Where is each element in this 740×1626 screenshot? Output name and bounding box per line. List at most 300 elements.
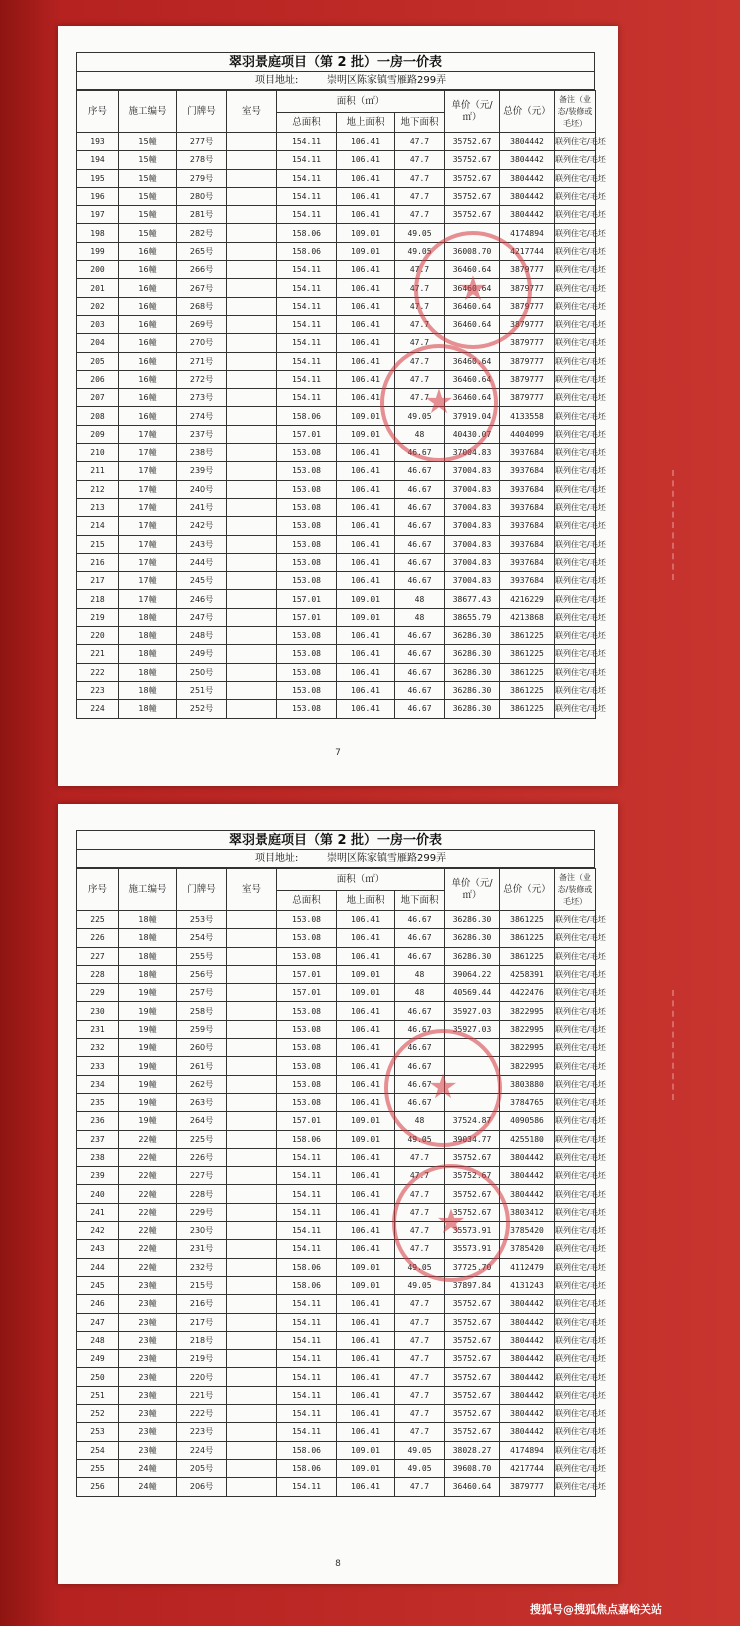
header-unit-price: 单价（元/㎡） (445, 869, 500, 911)
cell-room (227, 1331, 277, 1349)
cell-seq: 202 (77, 297, 119, 315)
cell-unit-price: 35752.67 (445, 1185, 500, 1203)
header-seq: 序号 (77, 91, 119, 133)
cell-building: 16幢 (119, 352, 177, 370)
cell-below-area: 46.67 (395, 462, 445, 480)
cell-total-price: 3861225 (500, 627, 555, 645)
cell-room (227, 663, 277, 681)
cell-unit-price: 37524.87 (445, 1112, 500, 1130)
cell-unit-price: 37725.70 (445, 1258, 500, 1276)
cell-total-price: 3937684 (500, 535, 555, 553)
table-row (77, 297, 596, 315)
cell-above-area: 106.41 (337, 1350, 395, 1368)
cell-total-area: 154.11 (277, 389, 337, 407)
address-row (76, 850, 595, 868)
cell-below-area: 46.67 (395, 1020, 445, 1038)
cell-below-area: 49.05 (395, 1459, 445, 1477)
cell-total-price: 3804442 (500, 1350, 555, 1368)
cell-room (227, 1441, 277, 1459)
cell-remark: 联列住宅/毛坯 (555, 1222, 596, 1240)
table-row (77, 425, 596, 443)
cell-below-area: 47.7 (395, 279, 445, 297)
cell-unit-price: 35752.67 (445, 1350, 500, 1368)
cell-total-area: 154.11 (277, 1405, 337, 1423)
cell-door: 224号 (177, 1441, 227, 1459)
cell-unit-price: 36460.64 (445, 297, 500, 315)
cell-above-area: 106.41 (337, 389, 395, 407)
cell-above-area: 106.41 (337, 700, 395, 718)
cell-unit-price: 35752.67 (445, 1313, 500, 1331)
cell-building: 16幢 (119, 334, 177, 352)
address-value: 崇明区陈家镇雪雁路299弄 (327, 853, 447, 864)
cell-room (227, 480, 277, 498)
cell-total-price: 3804442 (500, 1295, 555, 1313)
cell-total-area: 154.11 (277, 1222, 337, 1240)
table-row (77, 242, 596, 260)
cell-above-area: 106.41 (337, 1185, 395, 1203)
cell-total-area: 154.11 (277, 1350, 337, 1368)
cell-seq: 226 (77, 929, 119, 947)
cell-total-area: 153.08 (277, 1093, 337, 1111)
cell-above-area: 106.41 (337, 517, 395, 535)
cell-below-area: 47.7 (395, 389, 445, 407)
cell-room (227, 1039, 277, 1057)
cell-room (227, 279, 277, 297)
cell-below-area: 46.67 (395, 663, 445, 681)
cell-below-area: 46.67 (395, 929, 445, 947)
cell-seq: 256 (77, 1478, 119, 1496)
cell-room (227, 627, 277, 645)
cell-remark: 联列住宅/毛坯 (555, 965, 596, 983)
header-remark: 备注（业态/装修或毛坯） (555, 91, 596, 133)
cell-seq: 211 (77, 462, 119, 480)
cell-total-price: 3822995 (500, 1002, 555, 1020)
cell-seq: 243 (77, 1240, 119, 1258)
cell-building: 23幢 (119, 1313, 177, 1331)
cell-room (227, 1112, 277, 1130)
cell-below-area: 47.7 (395, 1240, 445, 1258)
cell-below-area: 49.05 (395, 1258, 445, 1276)
table-row (77, 590, 596, 608)
cell-above-area: 106.41 (337, 681, 395, 699)
table-row (77, 261, 596, 279)
cell-total-area: 154.11 (277, 279, 337, 297)
cell-door: 254号 (177, 929, 227, 947)
cell-total-area: 153.08 (277, 480, 337, 498)
cell-seq: 199 (77, 242, 119, 260)
cell-below-area: 47.7 (395, 1331, 445, 1349)
cell-remark: 联列住宅/毛坯 (555, 590, 596, 608)
cell-seq: 214 (77, 517, 119, 535)
cell-below-area: 46.67 (395, 700, 445, 718)
cell-room (227, 590, 277, 608)
cell-unit-price: 36008.70 (445, 242, 500, 260)
cell-room (227, 1240, 277, 1258)
cell-building: 19幢 (119, 1002, 177, 1020)
cell-unit-price (445, 334, 500, 352)
cell-room (227, 315, 277, 333)
cell-building: 18幢 (119, 681, 177, 699)
cell-total-area: 157.01 (277, 608, 337, 626)
header-building: 施工编号 (119, 869, 177, 911)
cell-above-area: 106.41 (337, 334, 395, 352)
cell-room (227, 1405, 277, 1423)
cell-total-area: 154.11 (277, 1423, 337, 1441)
cell-seq: 231 (77, 1020, 119, 1038)
cell-building: 18幢 (119, 965, 177, 983)
cell-seq: 224 (77, 700, 119, 718)
cell-room (227, 370, 277, 388)
cell-below-area: 47.7 (395, 1185, 445, 1203)
cell-room (227, 965, 277, 983)
table-title: 翠羽景庭项目（第 2 批）一房一价表 (76, 830, 595, 850)
cell-door: 232号 (177, 1258, 227, 1276)
cell-remark: 联列住宅/毛坯 (555, 334, 596, 352)
cell-remark: 联列住宅/毛坯 (555, 297, 596, 315)
cell-above-area: 106.41 (337, 151, 395, 169)
cell-building: 19幢 (119, 984, 177, 1002)
table-row (77, 1350, 596, 1368)
cell-total-price: 4174894 (500, 1441, 555, 1459)
cell-door: 255号 (177, 947, 227, 965)
cell-unit-price: 35752.67 (445, 1148, 500, 1166)
cell-total-price: 3879777 (500, 370, 555, 388)
cell-total-price: 4174894 (500, 224, 555, 242)
cell-door: 249号 (177, 645, 227, 663)
cell-below-area: 47.7 (395, 352, 445, 370)
table-row (77, 1112, 596, 1130)
cell-total-price: 3804442 (500, 1167, 555, 1185)
cell-building: 19幢 (119, 1020, 177, 1038)
cell-room (227, 1386, 277, 1404)
cell-remark: 联列住宅/毛坯 (555, 1075, 596, 1093)
cell-remark: 联列住宅/毛坯 (555, 1112, 596, 1130)
cell-door: 253号 (177, 911, 227, 929)
cell-unit-price: 35752.67 (445, 1331, 500, 1349)
cell-building: 19幢 (119, 1039, 177, 1057)
cell-below-area: 47.7 (395, 297, 445, 315)
cell-door: 237号 (177, 425, 227, 443)
cell-remark: 联列住宅/毛坯 (555, 984, 596, 1002)
cell-above-area: 106.41 (337, 462, 395, 480)
cell-total-area: 154.11 (277, 1240, 337, 1258)
cell-above-area: 106.41 (337, 480, 395, 498)
cell-unit-price: 36286.30 (445, 627, 500, 645)
cell-total-area: 154.11 (277, 169, 337, 187)
cell-door: 282号 (177, 224, 227, 242)
cell-room (227, 151, 277, 169)
cell-below-area: 46.67 (395, 553, 445, 571)
cell-door: 219号 (177, 1350, 227, 1368)
cell-room (227, 334, 277, 352)
cell-below-area: 47.7 (395, 334, 445, 352)
cell-unit-price: 40569.44 (445, 984, 500, 1002)
cell-above-area: 106.41 (337, 645, 395, 663)
table-row (77, 627, 596, 645)
cell-above-area: 106.41 (337, 947, 395, 965)
header-door: 门牌号 (177, 91, 227, 133)
cell-remark: 联列住宅/毛坯 (555, 663, 596, 681)
price-table (76, 868, 606, 1497)
cell-above-area: 109.01 (337, 407, 395, 425)
cell-door: 274号 (177, 407, 227, 425)
cell-total-price: 3861225 (500, 681, 555, 699)
cell-total-price: 3804442 (500, 1313, 555, 1331)
cell-seq: 215 (77, 535, 119, 553)
cell-room (227, 1295, 277, 1313)
cell-remark: 联列住宅/毛坯 (555, 1130, 596, 1148)
cell-unit-price: 36460.64 (445, 352, 500, 370)
cell-seq: 197 (77, 206, 119, 224)
cell-door: 223号 (177, 1423, 227, 1441)
cell-total-price: 3879777 (500, 279, 555, 297)
cell-door: 243号 (177, 535, 227, 553)
cell-door: 205号 (177, 1459, 227, 1477)
header-remark: 备注（业态/装修或毛坯） (555, 869, 596, 911)
cell-seq: 213 (77, 498, 119, 516)
cell-seq: 205 (77, 352, 119, 370)
cell-seq: 245 (77, 1276, 119, 1294)
cell-total-price: 3879777 (500, 1478, 555, 1496)
cell-seq: 250 (77, 1368, 119, 1386)
cell-building: 17幢 (119, 590, 177, 608)
cell-door: 261号 (177, 1057, 227, 1075)
cell-seq: 236 (77, 1112, 119, 1130)
table-row (77, 407, 596, 425)
cell-seq: 244 (77, 1258, 119, 1276)
table-row (77, 1075, 596, 1093)
cell-seq: 207 (77, 389, 119, 407)
header-total-price: 总价（元） (500, 869, 555, 911)
cell-seq: 198 (77, 224, 119, 242)
header-below-area: 地下面积 (395, 891, 445, 911)
cell-total-price: 3937684 (500, 444, 555, 462)
table-body (77, 133, 606, 719)
cell-total-area: 154.11 (277, 334, 337, 352)
cell-seq: 239 (77, 1167, 119, 1185)
cell-seq: 234 (77, 1075, 119, 1093)
cell-seq: 194 (77, 151, 119, 169)
cell-total-price: 3861225 (500, 663, 555, 681)
cell-below-area: 48 (395, 965, 445, 983)
cell-building: 17幢 (119, 535, 177, 553)
cell-building: 22幢 (119, 1130, 177, 1148)
address-label: 项目地址: (255, 853, 299, 864)
table-row (77, 535, 596, 553)
cell-unit-price: 37004.83 (445, 480, 500, 498)
cell-building: 22幢 (119, 1258, 177, 1276)
cell-above-area: 106.41 (337, 1386, 395, 1404)
cell-door: 240号 (177, 480, 227, 498)
cell-total-area: 154.11 (277, 151, 337, 169)
cell-door: 252号 (177, 700, 227, 718)
cell-total-area: 157.01 (277, 1112, 337, 1130)
cell-remark: 联列住宅/毛坯 (555, 407, 596, 425)
cell-total-area: 153.08 (277, 517, 337, 535)
cell-below-area: 47.7 (395, 1405, 445, 1423)
cell-above-area: 106.41 (337, 444, 395, 462)
cell-above-area: 106.41 (337, 1057, 395, 1075)
cell-remark: 联列住宅/毛坯 (555, 1039, 596, 1057)
cell-total-price: 3937684 (500, 572, 555, 590)
cell-above-area: 106.41 (337, 553, 395, 571)
cell-above-area: 106.41 (337, 1423, 395, 1441)
cell-unit-price: 35752.67 (445, 1368, 500, 1386)
page-number: 8 (335, 1559, 341, 1569)
cell-total-price: 3879777 (500, 297, 555, 315)
cell-above-area: 106.41 (337, 1148, 395, 1166)
cell-unit-price: 37004.83 (445, 553, 500, 571)
table-row (77, 1386, 596, 1404)
table-row (77, 1368, 596, 1386)
cell-below-area: 47.7 (395, 1423, 445, 1441)
cell-total-price: 3861225 (500, 929, 555, 947)
cell-total-area: 157.01 (277, 965, 337, 983)
cell-remark: 联列住宅/毛坯 (555, 425, 596, 443)
cell-door: 227号 (177, 1167, 227, 1185)
cell-total-area: 154.11 (277, 187, 337, 205)
cell-total-price: 3822995 (500, 1039, 555, 1057)
cell-door: 206号 (177, 1478, 227, 1496)
cell-total-price: 3937684 (500, 498, 555, 516)
cell-remark: 联列住宅/毛坯 (555, 206, 596, 224)
header-seq: 序号 (77, 869, 119, 911)
cell-building: 16幢 (119, 407, 177, 425)
cell-below-area: 47.7 (395, 1167, 445, 1185)
cell-above-area: 106.41 (337, 1405, 395, 1423)
cell-remark: 联列住宅/毛坯 (555, 517, 596, 535)
table-row (77, 169, 596, 187)
cell-seq: 208 (77, 407, 119, 425)
cell-building: 17幢 (119, 553, 177, 571)
cell-total-price: 4133558 (500, 407, 555, 425)
cell-door: 239号 (177, 462, 227, 480)
cell-below-area: 48 (395, 425, 445, 443)
cell-total-price: 4422476 (500, 984, 555, 1002)
cell-remark: 联列住宅/毛坯 (555, 242, 596, 260)
cell-remark: 联列住宅/毛坯 (555, 1020, 596, 1038)
cell-remark: 联列住宅/毛坯 (555, 1185, 596, 1203)
cell-above-area: 106.41 (337, 1295, 395, 1313)
cell-below-area: 46.67 (395, 645, 445, 663)
cell-remark: 联列住宅/毛坯 (555, 1331, 596, 1349)
table-row (77, 517, 596, 535)
cell-below-area: 48 (395, 1112, 445, 1130)
cell-below-area: 49.05 (395, 242, 445, 260)
cell-remark: 联列住宅/毛坯 (555, 947, 596, 965)
cell-total-area: 158.06 (277, 242, 337, 260)
cell-room (227, 206, 277, 224)
cell-seq: 247 (77, 1313, 119, 1331)
cell-remark: 联列住宅/毛坯 (555, 1459, 596, 1477)
table-row (77, 1295, 596, 1313)
cell-door: 217号 (177, 1313, 227, 1331)
cell-building: 23幢 (119, 1295, 177, 1313)
cell-below-area: 47.7 (395, 1203, 445, 1221)
cell-room (227, 1222, 277, 1240)
cell-above-area: 109.01 (337, 1276, 395, 1294)
cell-unit-price: 35927.03 (445, 1002, 500, 1020)
cell-above-area: 109.01 (337, 1441, 395, 1459)
cell-building: 16幢 (119, 315, 177, 333)
cell-remark: 联列住宅/毛坯 (555, 929, 596, 947)
cell-below-area: 48 (395, 590, 445, 608)
cell-above-area: 106.41 (337, 663, 395, 681)
cell-building: 23幢 (119, 1386, 177, 1404)
cell-remark: 联列住宅/毛坯 (555, 279, 596, 297)
cell-total-price: 3785420 (500, 1222, 555, 1240)
cell-building: 16幢 (119, 389, 177, 407)
cell-room (227, 1130, 277, 1148)
cell-door: 238号 (177, 444, 227, 462)
header-area: 面积（㎡） (277, 869, 445, 891)
cell-seq: 219 (77, 608, 119, 626)
cell-total-price: 4217744 (500, 1459, 555, 1477)
cell-remark: 联列住宅/毛坯 (555, 535, 596, 553)
cell-remark: 联列住宅/毛坯 (555, 681, 596, 699)
cell-room (227, 1313, 277, 1331)
cell-door: 221号 (177, 1386, 227, 1404)
cell-seq: 204 (77, 334, 119, 352)
cell-door: 241号 (177, 498, 227, 516)
cell-building: 18幢 (119, 947, 177, 965)
cell-room (227, 1057, 277, 1075)
cell-unit-price: 35752.67 (445, 151, 500, 169)
cell-remark: 联列住宅/毛坯 (555, 261, 596, 279)
cell-below-area: 47.7 (395, 1148, 445, 1166)
cell-room (227, 1203, 277, 1221)
cell-building: 15幢 (119, 224, 177, 242)
cell-building: 23幢 (119, 1405, 177, 1423)
cell-total-area: 153.08 (277, 681, 337, 699)
cell-building: 15幢 (119, 133, 177, 151)
cell-total-area: 153.08 (277, 553, 337, 571)
cell-remark: 联列住宅/毛坯 (555, 1350, 596, 1368)
cell-total-area: 153.08 (277, 627, 337, 645)
cell-total-area: 157.01 (277, 425, 337, 443)
cell-seq: 237 (77, 1130, 119, 1148)
cell-total-price: 3937684 (500, 517, 555, 535)
cell-building: 23幢 (119, 1276, 177, 1294)
cell-seq: 193 (77, 133, 119, 151)
cell-room (227, 681, 277, 699)
cell-building: 18幢 (119, 608, 177, 626)
table-row (77, 224, 596, 242)
cell-room (227, 444, 277, 462)
cell-seq: 238 (77, 1148, 119, 1166)
table-row (77, 1020, 596, 1038)
cell-building: 15幢 (119, 206, 177, 224)
table-row (77, 480, 596, 498)
cell-total-price: 3879777 (500, 352, 555, 370)
cell-building: 18幢 (119, 700, 177, 718)
cell-unit-price: 38655.79 (445, 608, 500, 626)
cell-total-price: 4131243 (500, 1276, 555, 1294)
table-row (77, 553, 596, 571)
cell-below-area: 49.05 (395, 224, 445, 242)
cell-room (227, 1075, 277, 1093)
cell-total-area: 158.06 (277, 1441, 337, 1459)
cell-total-price: 4255180 (500, 1130, 555, 1148)
cell-room (227, 700, 277, 718)
cell-total-price: 3861225 (500, 947, 555, 965)
cell-unit-price: 37919.04 (445, 407, 500, 425)
cell-door: 270号 (177, 334, 227, 352)
table-row (77, 1240, 596, 1258)
cell-below-area: 46.67 (395, 627, 445, 645)
cell-total-area: 154.11 (277, 1185, 337, 1203)
cell-unit-price: 36286.30 (445, 663, 500, 681)
